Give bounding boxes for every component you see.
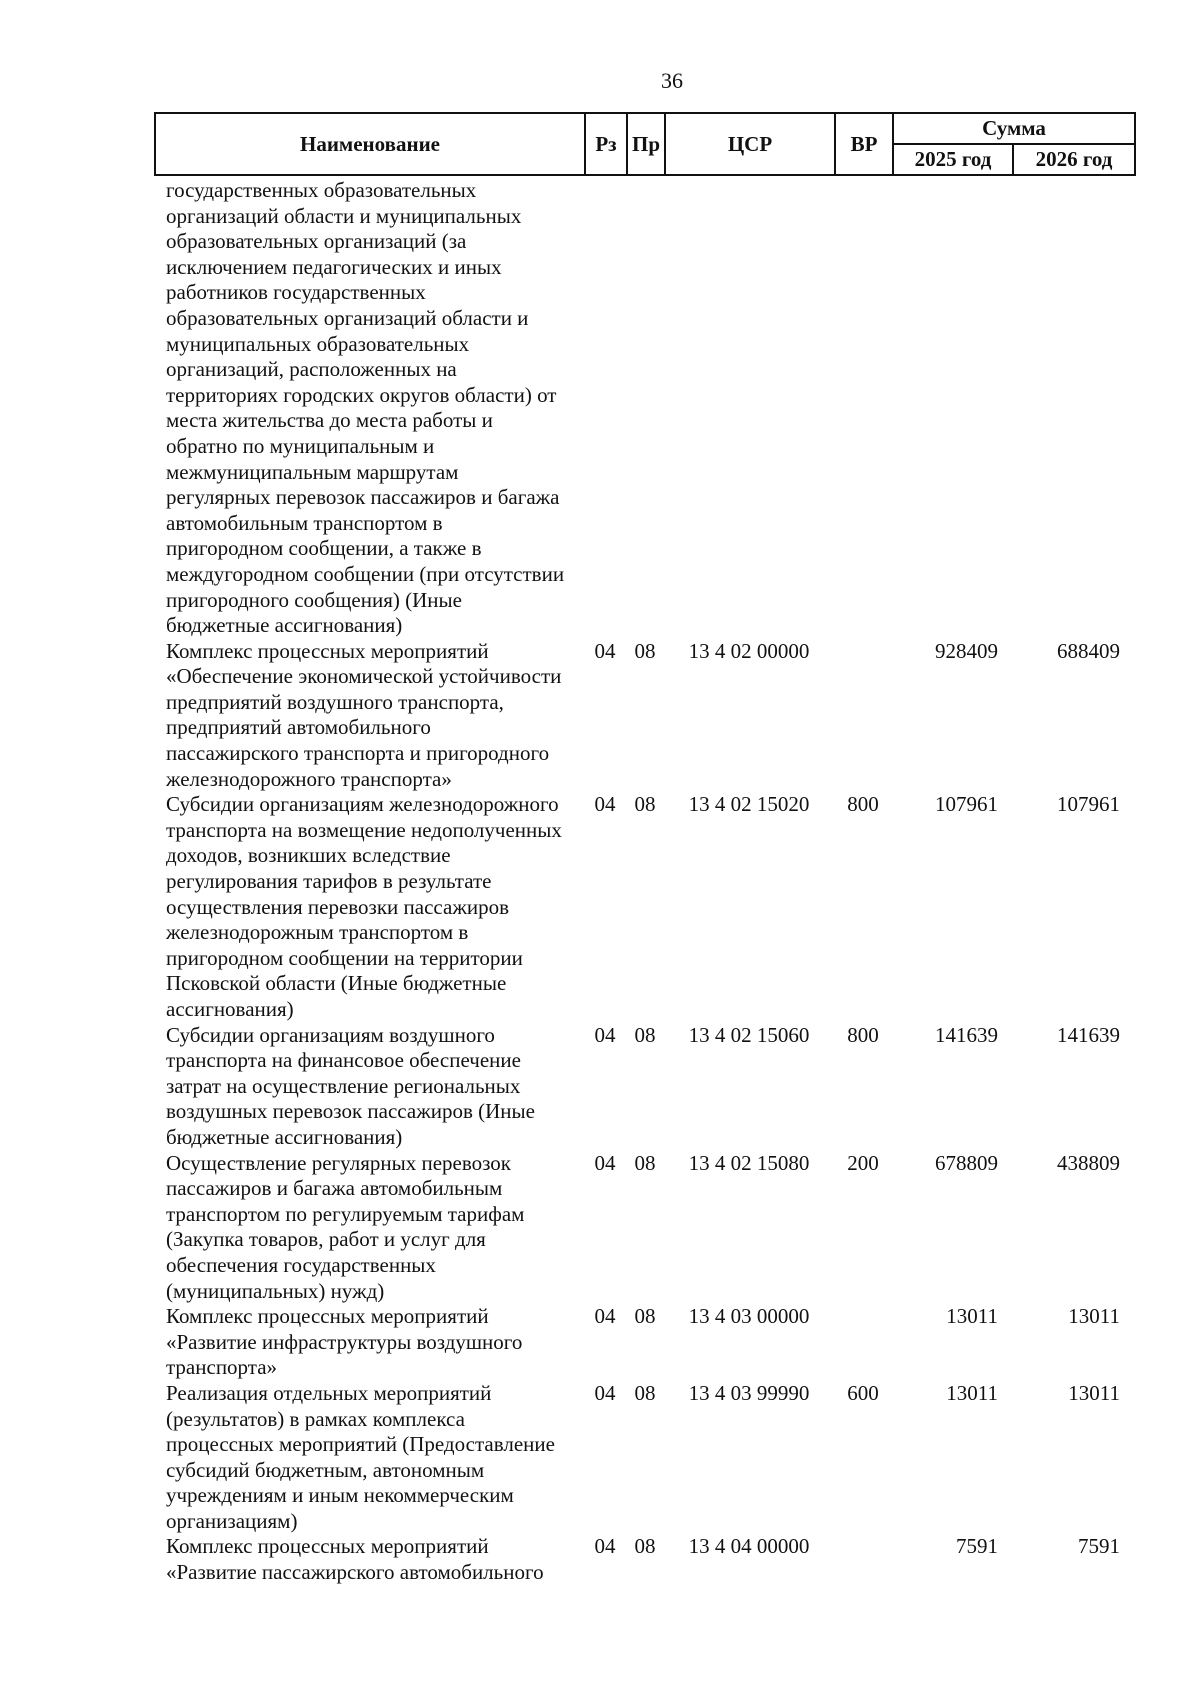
row-name: Субсидии организациям железнодорожного транспорта на возмещение недополученных доходов, возникших вследствие регулирования тарифов в результате осуществления перевозки пассажиров железнодорожным транспортом в пригородном сообщении на территории Псковской области (Иные бюджетные ассигнования) (166, 792, 562, 1021)
row-sum-2025 (892, 178, 1012, 639)
row-csr: 13 4 03 00000 (688, 1304, 810, 1329)
row-sum-2026: 141639 (1057, 1022, 1120, 1047)
header-sum: Сумма (893, 113, 1135, 144)
table-row (154, 1381, 1134, 1535)
row-sum-2026: 13011 (1068, 1380, 1120, 1405)
row-pr: 08 (634, 1022, 656, 1047)
row-vr: 600 (847, 1380, 879, 1405)
table-body (154, 178, 1134, 1586)
row-rz: 04 (594, 1534, 616, 1559)
row-vr (834, 1304, 892, 1381)
header-name: Наименование (155, 113, 585, 175)
row-vr: 800 (847, 1022, 879, 1047)
row-sum-2025: 7591 (956, 1534, 998, 1559)
row-sum-2025: 13011 (946, 1304, 998, 1329)
row-sum-2026: 688409 (1057, 638, 1120, 663)
row-name: Субсидии организациям воздушного транспорта на финансовое обеспечение затрат на осуществление региональных воздушных перевозок пассажиров (Иные бюджетные ассигнования) (166, 1022, 535, 1149)
page-number: 36 (661, 68, 683, 93)
row-rz: 04 (594, 792, 616, 817)
row-sum-2025: 678809 (935, 1150, 998, 1175)
table-row (154, 792, 1134, 1022)
row-sum-2025: 107961 (935, 792, 998, 817)
table-row (154, 1023, 1134, 1151)
row-name: Осуществление регулярных перевозок пассажиров и багажа автомобильным транспортом по регулируемым тарифам (Закупка товаров, работ и услуг для обеспечения государственных (муниципальных) нужд) (166, 1150, 525, 1303)
table-row (154, 178, 1134, 639)
row-csr: 13 4 04 00000 (688, 1534, 810, 1559)
header-year-2026: 2026 год (1013, 144, 1135, 175)
row-pr (626, 178, 664, 639)
row-name: Реализация отдельных мероприятий (результатов) в рамках комплекса процессных мероприятий (Предоставление субсидий бюджетным, автономным учреждениям и иным некоммерческим организациям) (166, 1380, 555, 1533)
row-sum-2026: 7591 (1078, 1534, 1120, 1559)
row-csr (664, 178, 834, 639)
row-sum-2026: 438809 (1057, 1150, 1120, 1175)
row-pr: 08 (634, 1304, 656, 1329)
header-rz: Рз (585, 113, 627, 175)
row-sum-2026 (1012, 178, 1134, 639)
row-name: Комплекс процессных мероприятий «Развитие пассажирского автомобильного (166, 1534, 544, 1585)
row-rz: 04 (594, 1380, 616, 1405)
table-row (154, 1151, 1134, 1305)
row-sum-2026: 107961 (1057, 792, 1120, 817)
table-header (154, 112, 1136, 176)
row-vr: 800 (847, 792, 879, 817)
row-csr: 13 4 02 15080 (688, 1150, 810, 1175)
table-row (154, 639, 1134, 793)
row-name: Комплекс процессных мероприятий «Развитие инфраструктуры воздушного транспорта» (166, 1304, 523, 1380)
row-sum-2026: 13011 (1068, 1304, 1120, 1329)
table-row (154, 1304, 1134, 1381)
row-csr: 13 4 03 99990 (688, 1380, 810, 1405)
row-sum-2025: 141639 (935, 1022, 998, 1047)
row-rz: 04 (594, 1150, 616, 1175)
row-pr: 08 (634, 1380, 656, 1405)
row-rz (584, 178, 626, 639)
header-csr: ЦСР (665, 113, 835, 175)
row-name: государственных образовательных организаций области и муниципальных образовательных организаций (за исключением педагогических и иных работников государственных образовательных организаций области и муниципальных образовательных организаций, расположенных на территориях городских округов области) от места жительства до места работы и обратно по муниципальным и межмуниципальным маршрутам регулярных перевозок пассажиров и багажа автомобильным транспортом в пригородном сообщении, а также в междугородном сообщении (при отсутствии пригородного сообщения) (Иные бюджетные ассигнования) (166, 178, 565, 638)
row-pr: 08 (634, 792, 656, 817)
row-pr: 08 (634, 1150, 656, 1175)
header-year-2025: 2025 год (893, 144, 1013, 175)
header-pr: Пр (627, 113, 665, 175)
row-rz: 04 (594, 638, 616, 663)
row-pr: 08 (634, 1534, 656, 1559)
row-vr (834, 1534, 892, 1585)
row-rz: 04 (594, 1304, 616, 1329)
header-vr: ВР (835, 113, 893, 175)
row-pr: 08 (634, 638, 656, 663)
row-csr: 13 4 02 15060 (688, 1022, 810, 1047)
row-vr: 200 (847, 1150, 879, 1175)
row-csr: 13 4 02 00000 (688, 638, 810, 663)
row-sum-2025: 928409 (935, 638, 998, 663)
table-row (154, 1534, 1134, 1585)
row-vr (834, 178, 892, 639)
row-sum-2025: 13011 (946, 1380, 998, 1405)
row-csr: 13 4 02 15020 (688, 792, 810, 817)
row-rz: 04 (594, 1022, 616, 1047)
row-name: Комплекс процессных мероприятий «Обеспечение экономической устойчивости предприятий воздушного транспорта, предприятий автомобильного пассажирского транспорта и пригородного железнодорожного транспорта» (166, 638, 562, 791)
budget-table (154, 112, 1134, 1586)
row-vr (834, 639, 892, 793)
